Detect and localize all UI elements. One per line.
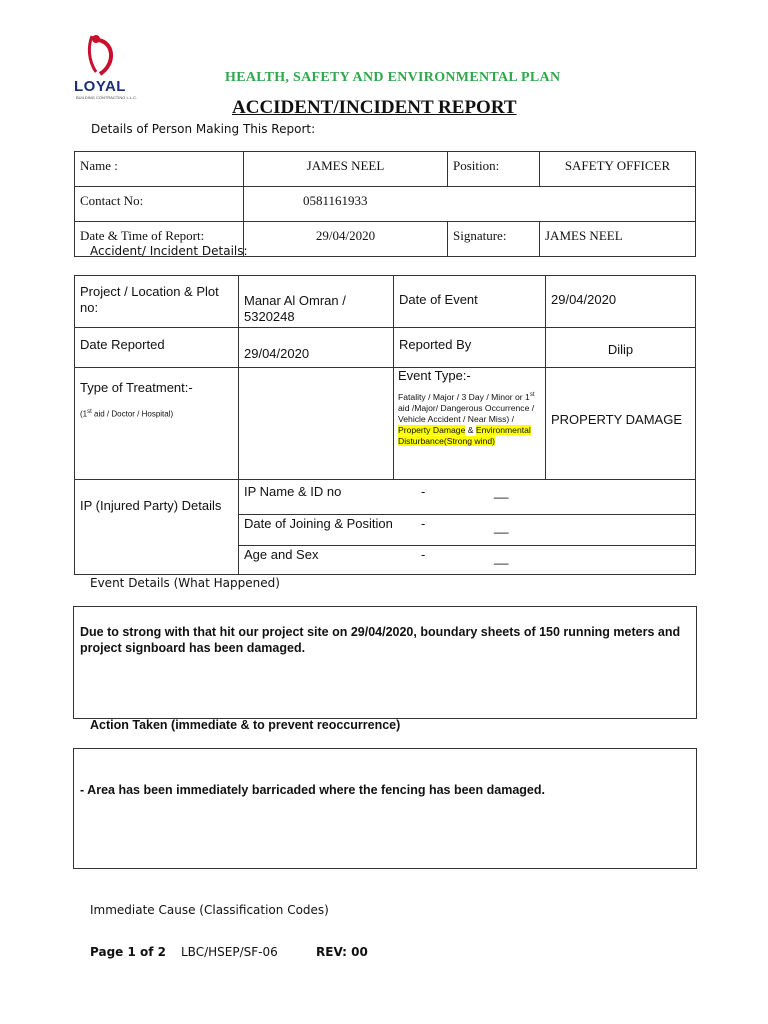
report-title: ACCIDENT/INCIDENT REPORT <box>232 97 517 118</box>
incident-details-table <box>74 275 696 575</box>
position-label: Position: <box>448 152 540 187</box>
action-taken-label: Action Taken (immediate & to prevent reoccurrence) <box>90 718 401 732</box>
ip-label: IP (Injured Party) Details <box>75 480 239 575</box>
project-value: Manar Al Omran / 5320248 <box>239 276 394 328</box>
footer-page-number: Page 1 of 2 <box>90 945 166 959</box>
name-label: Name : <box>75 152 244 187</box>
position-value: SAFETY OFFICER <box>540 152 696 187</box>
footer-revision: REV: 00 <box>316 945 368 959</box>
signature-value: JAMES NEEL <box>540 222 696 257</box>
report-date-label: Date & Time of Report: <box>75 222 244 257</box>
reported-by-label: Reported By <box>394 328 546 368</box>
event-type-label: Event Type:- <box>398 368 471 383</box>
date-of-event-value: 29/04/2020 <box>546 276 696 328</box>
treatment-label: Type of Treatment:- <box>80 380 193 395</box>
contact-label: Contact No: <box>75 187 244 222</box>
action-taken-box <box>73 748 697 869</box>
incident-section-label: Accident/ Incident Details: <box>90 244 248 258</box>
date-reported-value: 29/04/2020 <box>239 328 394 368</box>
action-taken-text: - Area has been immediately barricaded where the fencing has been damaged. <box>80 783 545 797</box>
person-section-label: Details of Person Making This Report: <box>91 122 316 136</box>
plan-title: HEALTH, SAFETY AND ENVIRONMENTAL PLAN <box>225 70 561 85</box>
ip-age-value: __ <box>494 550 509 565</box>
treatment-note: (1st aid / Doctor / Hospital) <box>80 409 174 419</box>
ip-joining-label: Date of Joining & Position <box>244 516 393 531</box>
name-value: JAMES NEEL <box>244 152 448 187</box>
contact-value: 0581161933 <box>244 187 696 222</box>
ip-name-label: IP Name & ID no <box>244 484 342 499</box>
logo-tagline: BUILDING CONTRACTING L.L.C. <box>76 95 138 100</box>
logo-wordmark: LOYAL <box>74 78 126 95</box>
date-of-event-label: Date of Event <box>394 276 546 328</box>
ip-joining-dash: - <box>421 516 426 531</box>
footer-form-code: LBC/HSEP/SF-06 <box>181 945 278 959</box>
event-type-value: PROPERTY DAMAGE <box>546 368 696 480</box>
reported-by-value: Dilip <box>546 328 696 368</box>
treatment-cell <box>75 368 239 480</box>
ip-joining-value: __ <box>494 519 509 534</box>
ip-name-dash: - <box>421 484 426 499</box>
event-details-text: Due to strong with that hit our project site on 29/04/2020, boundary sheets of 150 running meters and project signboard has been damaged. <box>80 625 681 655</box>
ip-row <box>239 480 696 515</box>
report-date-value: 29/04/2020 <box>244 222 448 257</box>
ip-age-dash: - <box>421 547 426 562</box>
person-details-table <box>74 151 696 257</box>
signature-label: Signature: <box>448 222 540 257</box>
ip-row <box>239 515 696 546</box>
project-label: Project / Location & Plot no: <box>75 276 239 328</box>
event-details-box <box>73 606 697 719</box>
event-type-options: Fatality / Major / 3 Day / Minor or 1st aid /Major/ Dangerous Occurrence / Vehicle Accident / Near Miss) / Property Damage & Environmental Disturbance(Strong wind) <box>398 391 535 446</box>
event-type-cell <box>394 368 546 480</box>
ip-age-label: Age and Sex <box>244 547 319 562</box>
treatment-value <box>239 368 394 480</box>
ip-name-value: __ <box>494 484 509 499</box>
ip-row <box>239 546 696 575</box>
event-details-label: Event Details (What Happened) <box>90 576 280 590</box>
date-reported-label: Date Reported <box>75 328 239 368</box>
immediate-cause-label: Immediate Cause (Classification Codes) <box>90 903 329 917</box>
